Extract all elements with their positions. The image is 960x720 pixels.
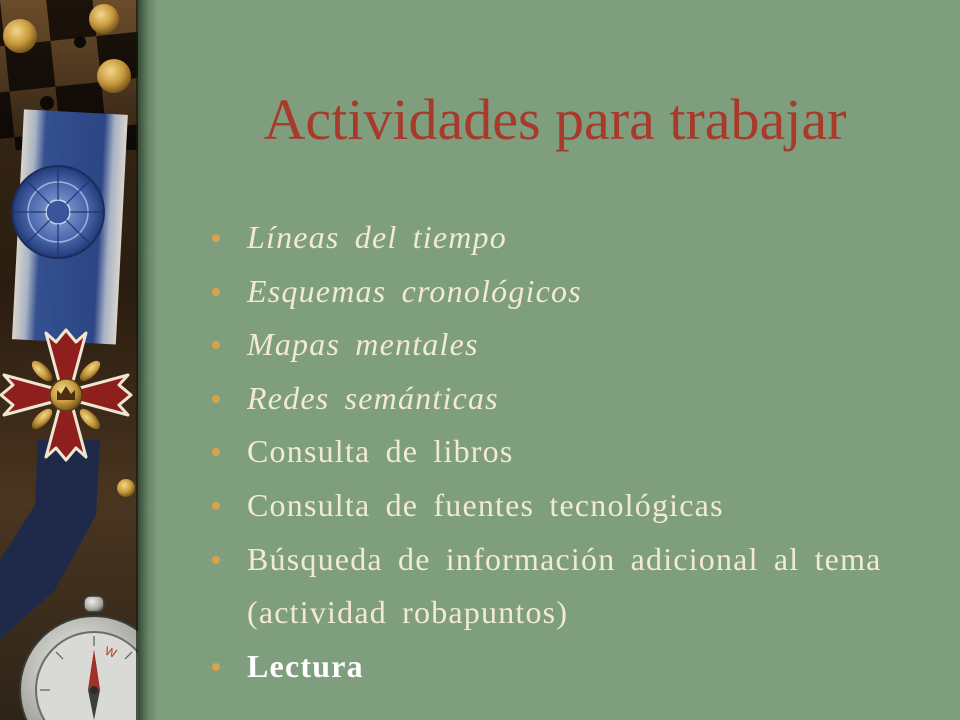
bullet-dot-icon [212, 448, 220, 456]
bullet-text: Mapas mentales [247, 326, 479, 363]
gold-button-icon [117, 479, 135, 497]
gold-button-icon [3, 19, 37, 53]
bullet-item [247, 425, 907, 479]
bullet-dot-icon [212, 556, 220, 564]
bullet-item [247, 640, 907, 694]
peg-hole-icon [40, 96, 54, 110]
bullet-dot-icon [212, 288, 220, 296]
bullet-dot-icon [212, 502, 220, 510]
bullet-dot-icon [212, 395, 220, 403]
bullet-list [247, 211, 907, 693]
gold-button-icon [89, 4, 119, 34]
gold-button-icon [97, 59, 131, 93]
decorative-image-panel [0, 0, 138, 720]
bullet-text: Consulta de fuentes tecnológicas [247, 486, 724, 523]
peg-hole-icon [74, 36, 86, 48]
compass-letter: W [102, 643, 119, 661]
bullet-item [247, 372, 907, 426]
slide-title: Actividades para trabajar [263, 87, 847, 152]
bullet-text: Redes semánticas [247, 379, 499, 416]
bullet-dot-icon [212, 663, 220, 671]
bullet-text: Esquemas cronológicos [247, 272, 582, 309]
bullet-item [247, 479, 907, 533]
bullet-item [247, 318, 907, 372]
bullet-item [247, 211, 907, 265]
bullet-item [247, 265, 907, 319]
bullet-text: Consulta de libros [247, 433, 514, 470]
bullet-dot-icon [212, 234, 220, 242]
bullet-text: Lectura [247, 647, 364, 684]
bullet-text: Búsqueda de información adicional al tema (actividad robapuntos) [247, 540, 882, 631]
bullet-text: Líneas del tiempo [247, 219, 507, 255]
rosette-icon [12, 166, 104, 258]
bullet-dot-icon [212, 341, 220, 349]
bullet-item [247, 533, 907, 640]
